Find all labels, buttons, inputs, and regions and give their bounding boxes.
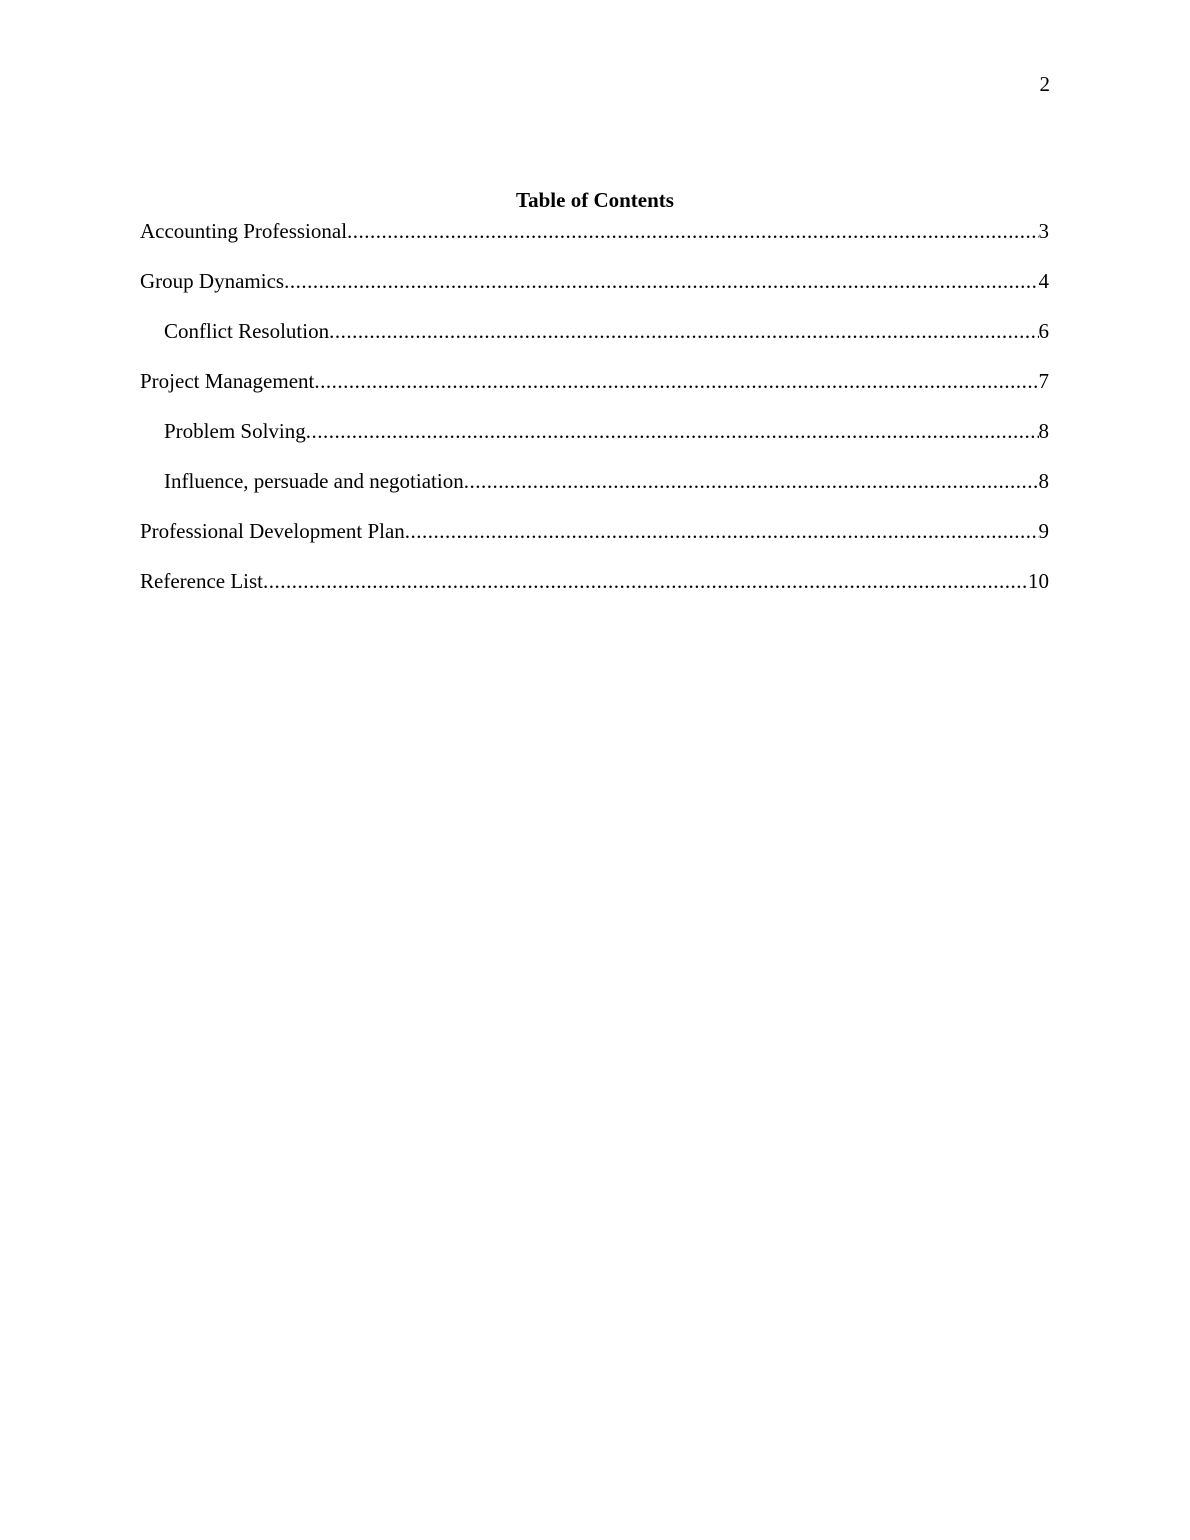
- dot-leader: [263, 567, 1028, 595]
- toc-entry-page: 8: [1038, 469, 1049, 493]
- dot-leader: [314, 367, 1038, 395]
- toc-entry-page: 6: [1038, 319, 1049, 343]
- toc-entry-label: Professional Development Plan: [140, 519, 405, 543]
- toc-entry-page: 4: [1038, 269, 1049, 293]
- toc-entry-label: Reference List: [140, 569, 264, 593]
- toc-entry-label: Project Management: [140, 369, 315, 393]
- toc-entry-label: Problem Solving: [164, 419, 306, 443]
- toc-entry-professional-development-plan[interactable]: [140, 517, 1049, 567]
- dot-leader: [405, 517, 1039, 545]
- toc-entry-influence-persuade-negotiation[interactable]: [140, 467, 1049, 517]
- toc-entry-label: Influence, persuade and negotiation: [164, 469, 464, 493]
- toc-entry-label: Group Dynamics: [140, 269, 285, 293]
- toc-entry-page: 10: [1028, 569, 1049, 593]
- toc-entry-page: 7: [1038, 369, 1049, 393]
- toc-entry-accounting-professional[interactable]: [140, 217, 1049, 267]
- toc-entry-reference-list[interactable]: [140, 567, 1049, 617]
- toc-entry-project-management[interactable]: [140, 367, 1049, 417]
- table-of-contents: [140, 217, 1049, 617]
- dot-leader: [347, 217, 1038, 245]
- toc-entry-group-dynamics[interactable]: [140, 267, 1049, 317]
- toc-entry-page: 9: [1038, 519, 1049, 543]
- toc-entry-page: 8: [1038, 419, 1049, 443]
- dot-leader: [329, 317, 1038, 345]
- toc-entry-page: 3: [1038, 219, 1049, 243]
- toc-entry-label: Accounting Professional: [140, 219, 348, 243]
- dot-leader: [284, 267, 1038, 295]
- toc-entry-problem-solving[interactable]: [140, 417, 1049, 467]
- dot-leader: [464, 467, 1039, 495]
- dot-leader: [306, 417, 1039, 445]
- toc-entry-label: Conflict Resolution: [164, 319, 330, 343]
- toc-title: Table of Contents: [516, 188, 674, 212]
- page-number: 2: [1039, 72, 1050, 96]
- toc-entry-conflict-resolution[interactable]: [140, 317, 1049, 367]
